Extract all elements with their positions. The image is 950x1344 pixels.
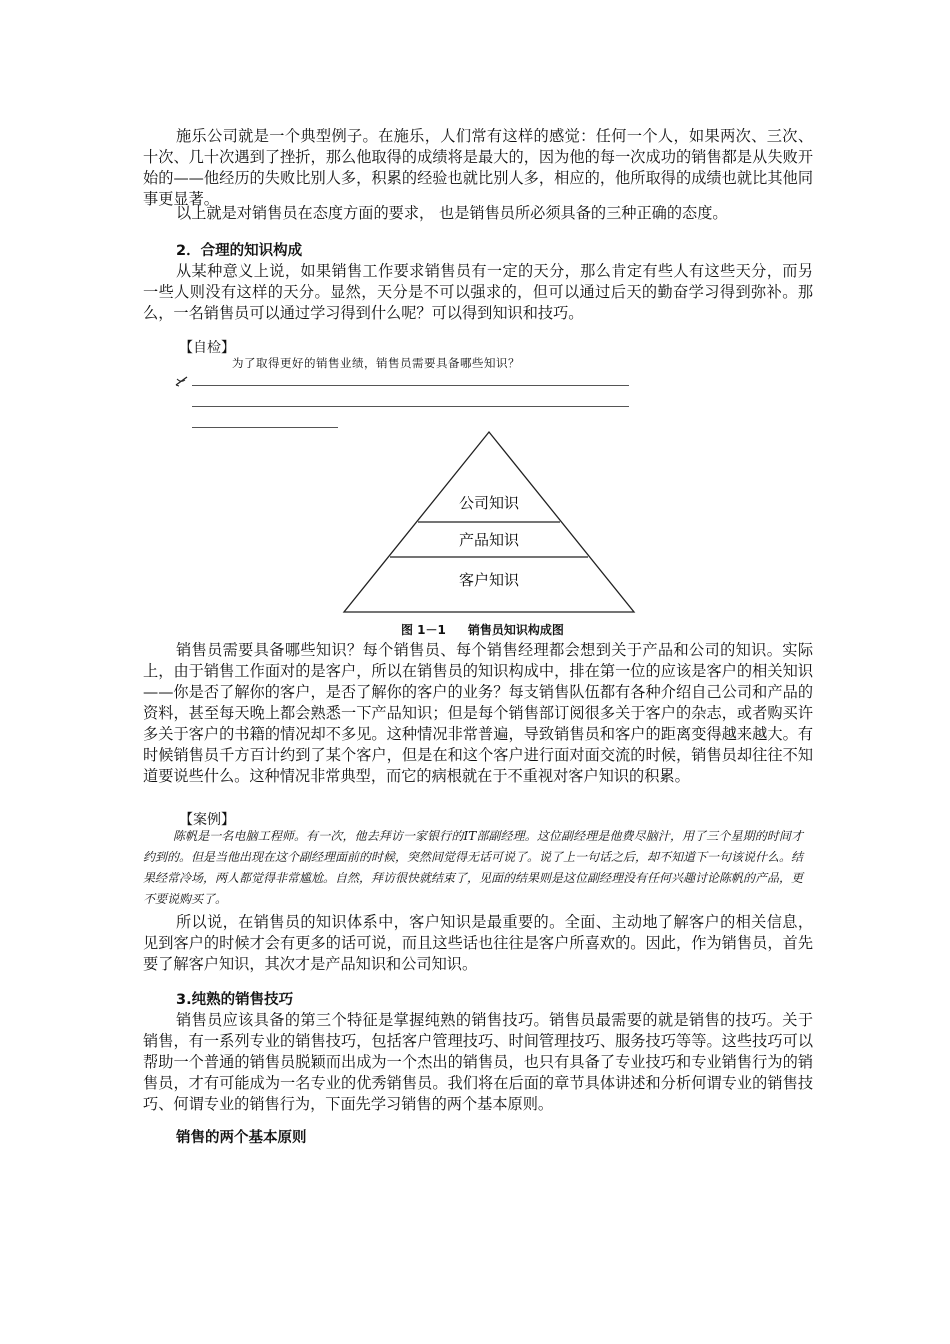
pyramid-middle-label: 产品知识 xyxy=(458,531,520,549)
case-text: 陈帆是一名电脑工程师。有一次，他去拜访一家银行的IT部副经理。这位副经理是他费尽脑汁，用了三个星期的时间才约到的。但是当他出现在这个副经理面前的时候，突然间觉得无话可说了。说了上一句话之后，却不知道下一句该说什么。结果经常冷场，两人都觉得非常尴尬。自然，拜访很快就结束了，见面的结果则是这位副经理没有任何兴趣讨论陈帆的产品，更不要说购买了。 xyxy=(143,829,804,906)
heading-sales-skills: 3.纯熟的销售技巧 xyxy=(176,992,294,1008)
answer-line[interactable] xyxy=(192,427,338,428)
paragraph-customer-priority: 所以说，在销售员的知识体系中，客户知识是最重要的。全面、主动地了解客户的相关信息，见到客户的时候才会有更多的话可说，而且这些话也往往是客户所喜欢的。因此，作为销售员，首先要了解客户知识，其次才是产品知识和公司知识。 xyxy=(143,913,813,973)
pen-icon xyxy=(175,375,189,387)
selfcheck-label: 【自检】 xyxy=(179,340,235,356)
answer-line[interactable] xyxy=(192,385,629,386)
pyramid-bottom-label: 客户知识 xyxy=(458,571,520,589)
selfcheck-question: 为了取得更好的销售业绩，销售员需要具备哪些知识？ xyxy=(232,356,520,370)
figure-caption xyxy=(401,621,564,638)
knowledge-pyramid-diagram xyxy=(342,430,636,615)
paragraph-talent: 从某种意义上说，如果销售工作要求销售员有一定的天分，那么肯定有些人有这些天分，而另一些人则没有这样的天分。显然，天分是不可以强求的，但可以通过后天的勤奋学习得到弥补。那么，一名销售员可以通过学习得到什么呢？可以得到知识和技巧。 xyxy=(143,262,813,322)
paragraph-attitude-summary: 以上就是对销售员在态度方面的要求， 也是销售员所必须具备的三种正确的态度。 xyxy=(176,204,728,222)
paragraph-customer-knowledge: 销售员需要具备哪些知识？每个销售员、每个销售经理都会想到关于产品和公司的知识。实际上，由于销售工作面对的是客户，所以在销售员的知识构成中，排在第一位的应该是客户的相关知识——你是否了解你的客户，是否了解你的客户的业务？每支销售队伍都有各种介绍自己公司和产品的资料，甚至每天晚上都会熟悉一下产品知识；但是每个销售部订阅很多关于客户的杂志，或者购买许多关于客户的书籍的情况却不多见。这种情况非常普遍，导致销售员和客户的距离变得越来越大。有时候销售员千方百计约到了某个客户，但是在和这个客户进行面对面交流的时候，销售员却往往不知道要说些什么。这种情况非常典型，而它的病根就在于不重视对客户知识的积累。 xyxy=(143,641,813,785)
case-label: 【案例】 xyxy=(179,812,235,828)
figure-title: 销售员知识构成图 xyxy=(467,623,564,637)
paragraph-sales-skills: 销售员应该具备的第三个特征是掌握纯熟的销售技巧。销售员最需要的就是销售的技巧。关于销售，有一系列专业的销售技巧，包括客户管理技巧、时间管理技巧、服务技巧等等。这些技巧可以帮助一个普通的销售员脱颖而出成为一个杰出的销售员，也只有具备了专业技巧和专业销售行为的销售员，才有可能成为一名专业的优秀销售员。我们将在后面的章节具体讲述和分析何谓专业的销售技巧、何谓专业的销售行为，下面先学习销售的两个基本原则。 xyxy=(143,1011,813,1113)
heading-two-principles: 销售的两个基本原则 xyxy=(176,1130,307,1146)
heading-knowledge-structure: 2．合理的知识构成 xyxy=(176,243,303,259)
figure-number: 图 1－1 xyxy=(401,623,446,637)
paragraph-xerox-example: 施乐公司就是一个典型例子。在施乐，人们常有这样的感觉：任何一个人，如果两次、三次、十次、几十次遇到了挫折，那么他取得的成绩将是最大的，因为他的每一次成功的销售都是从失败开始的——他经历的失败比别人多，积累的经验也就比别人多，相应的，他所取得的成绩也就比其他同事更显著。 xyxy=(143,127,813,208)
answer-line[interactable] xyxy=(192,406,629,407)
pyramid-top-label: 公司知识 xyxy=(458,494,520,512)
